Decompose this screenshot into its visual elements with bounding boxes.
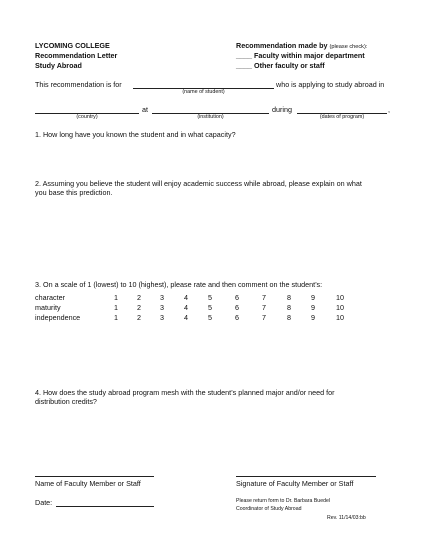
question-2-line-2: you base this prediction. <box>35 188 113 197</box>
rating-row-independence <box>35 313 365 322</box>
rating-option[interactable]: 4 <box>184 293 188 302</box>
intro-end-comma: , <box>388 105 390 114</box>
rating-option[interactable]: 7 <box>262 313 266 322</box>
form-subtitle: Study Abroad <box>35 61 82 70</box>
question-1: 1. How long have you known the student and in what capacity? <box>35 130 236 139</box>
rating-option[interactable]: 10 <box>336 313 344 322</box>
rating-option[interactable]: 9 <box>311 313 315 322</box>
during-text: during <box>272 105 292 114</box>
rating-option[interactable]: 10 <box>336 303 344 312</box>
rating-label: maturity <box>35 303 61 312</box>
rating-row-maturity <box>35 303 365 312</box>
made-by-label: Recommendation made by <box>236 41 328 50</box>
answer-1-area[interactable] <box>35 142 390 172</box>
intro-prefix: This recommendation is for <box>35 80 122 89</box>
student-name-caption: (name of student) <box>182 89 225 95</box>
answer-3-area[interactable] <box>35 326 390 381</box>
rating-option[interactable]: 8 <box>287 293 291 302</box>
dates-caption: (dates of program) <box>319 114 365 120</box>
date-label: Date: <box>35 498 53 507</box>
form-title: Recommendation Letter <box>35 51 118 60</box>
option-faculty-major[interactable]: ____ Faculty within major department <box>236 51 365 60</box>
rating-option[interactable]: 5 <box>208 313 212 322</box>
rating-option[interactable]: 6 <box>235 293 239 302</box>
signature-field[interactable] <box>236 476 376 477</box>
made-by-heading <box>236 41 367 50</box>
question-4-line-1: 4. How does the study abroad program mesh with the student’s planned major and/or need for <box>35 388 335 397</box>
college-name: LYCOMING COLLEGE <box>35 41 110 50</box>
rating-option[interactable]: 7 <box>262 293 266 302</box>
made-by-hint: (please check): <box>329 44 368 50</box>
return-instructions-line-2: Coordinator of Study Abroad <box>236 506 302 512</box>
rating-row-character <box>35 293 365 302</box>
rating-option[interactable]: 5 <box>208 293 212 302</box>
question-4-line-2: distribution credits? <box>35 397 97 406</box>
date-field[interactable] <box>56 506 154 507</box>
name-label: Name of Faculty Member or Staff <box>35 479 141 488</box>
revision-note: Rev. 11/14/03:bb <box>327 515 366 521</box>
rating-option[interactable]: 6 <box>235 313 239 322</box>
rating-option[interactable]: 9 <box>311 303 315 312</box>
question-2-line-1: 2. Assuming you believe the student will enjoy academic success while abroad, please explain on what <box>35 179 362 188</box>
rating-option[interactable]: 3 <box>160 293 164 302</box>
rating-option[interactable]: 8 <box>287 303 291 312</box>
rating-option[interactable]: 2 <box>137 293 141 302</box>
rating-option[interactable]: 4 <box>184 313 188 322</box>
rating-label: character <box>35 293 65 302</box>
rating-option[interactable]: 1 <box>114 293 118 302</box>
rating-option[interactable]: 5 <box>208 303 212 312</box>
option-other-faculty[interactable]: ____ Other faculty or staff <box>236 61 325 70</box>
signature-label: Signature of Faculty Member or Staff <box>236 479 354 488</box>
intro-suffix: who is applying to study abroad in <box>276 80 385 89</box>
rating-option[interactable]: 4 <box>184 303 188 312</box>
rating-option[interactable]: 8 <box>287 313 291 322</box>
rating-option[interactable]: 2 <box>137 313 141 322</box>
rating-option[interactable]: 3 <box>160 303 164 312</box>
answer-4-area[interactable] <box>35 410 390 470</box>
return-instructions-line-1: Please return form to Dr. Barbara Buedel <box>236 498 330 504</box>
at-text: at <box>142 105 148 114</box>
rating-option[interactable]: 10 <box>336 293 344 302</box>
name-field[interactable] <box>35 476 154 477</box>
country-caption: (country) <box>76 114 98 120</box>
rating-option[interactable]: 6 <box>235 303 239 312</box>
rating-option[interactable]: 3 <box>160 313 164 322</box>
answer-2-area[interactable] <box>35 200 390 275</box>
rating-option[interactable]: 9 <box>311 293 315 302</box>
rating-option[interactable]: 1 <box>114 313 118 322</box>
question-3: 3. On a scale of 1 (lowest) to 10 (highest), please rate and then comment on the student’s: <box>35 280 323 289</box>
rating-label: independence <box>35 313 81 322</box>
rating-option[interactable]: 2 <box>137 303 141 312</box>
rating-option[interactable]: 1 <box>114 303 118 312</box>
institution-caption: (institution) <box>197 114 224 120</box>
rating-option[interactable]: 7 <box>262 303 266 312</box>
